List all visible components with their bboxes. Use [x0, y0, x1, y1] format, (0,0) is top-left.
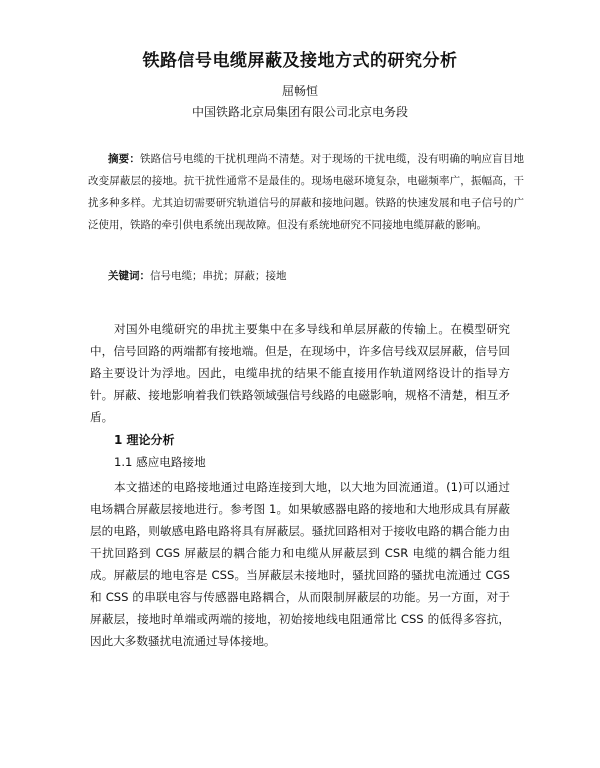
- keywords-block: [108, 268, 287, 283]
- intro-paragraph: 对国外电缆研究的串扰主要集中在多导线和单层屏蔽的传输上。在模型研究中，信号回路的两端都有接地端。但是，在现场中，许多信号线双层屏蔽，信号回路主要设计为浮地。因此，电缆串扰的结果不能直接用作轨道网络设计的指导方针。屏蔽、接地影响着我们铁路领域强信号线路的电磁影响，规格不清楚，相互矛盾。: [90, 322, 510, 424]
- abstract-text: 铁路信号电缆的干扰机理尚不清楚。对于现场的干扰电缆，没有明确的响应盲目地改变屏蔽层的接地。抗干扰性通常不是最佳的。现场电磁环境复杂，电磁频率广，振幅高，干扰多种多样。尤其迫切需要研究轨道信号的屏蔽和接地问题。铁路的快速发展和电子信号的广泛使用，铁路的牵引供电系统出现故障。但没有系统地研究不同接地电缆屏蔽的影响。: [88, 153, 525, 231]
- paper-title: 铁路信号电缆屏蔽及接地方式的研究分析: [142, 51, 458, 71]
- abstract-label: 摘要：: [108, 153, 141, 165]
- abstract-block: [88, 148, 524, 236]
- keywords-text: 信号电缆；串扰；屏蔽；接地: [150, 270, 287, 282]
- intro-section: [90, 318, 510, 428]
- section-heading-theory: 1 理论分析: [114, 433, 175, 447]
- author-name: 屈畅恒: [281, 84, 318, 98]
- keywords-label: 关键词：: [108, 270, 150, 282]
- author-affiliation: 中国铁路北京局集团有限公司北京电务段: [191, 105, 408, 119]
- section-1-1-body: [90, 476, 510, 652]
- section-1-1-paragraph: 本文描述的电路接地通过电路连接到大地，以大地为回流通道。(1)可以通过电场耦合屏蔽层接地进行。参考图 1。如果敏感器电路的接地和大地形成具有屏蔽层的电路，则敏感电路电路将具有屏蔽层。骚扰回路相对于接收电路的耦合能力由干扰回路到 CGS 屏蔽层的耦合能力和电缆从屏蔽层到 CSR 电缆的耦合能力组成。屏蔽层的地电容是 CSS。当屏蔽层未接地时，骚扰回路的骚扰电流通过 CGS 和 CSS 的串联电容与传感器电路耦合，从而限制屏蔽层的功能。另一方面，对于屏蔽层，接地时单端或两端的接地，初始接地线电阻通常比 CSS 的低得多容抗，因此大多数骚扰电流通过导体接地。: [90, 480, 510, 648]
- subsection-heading-grounding: 1.1 感应电路接地: [114, 455, 206, 469]
